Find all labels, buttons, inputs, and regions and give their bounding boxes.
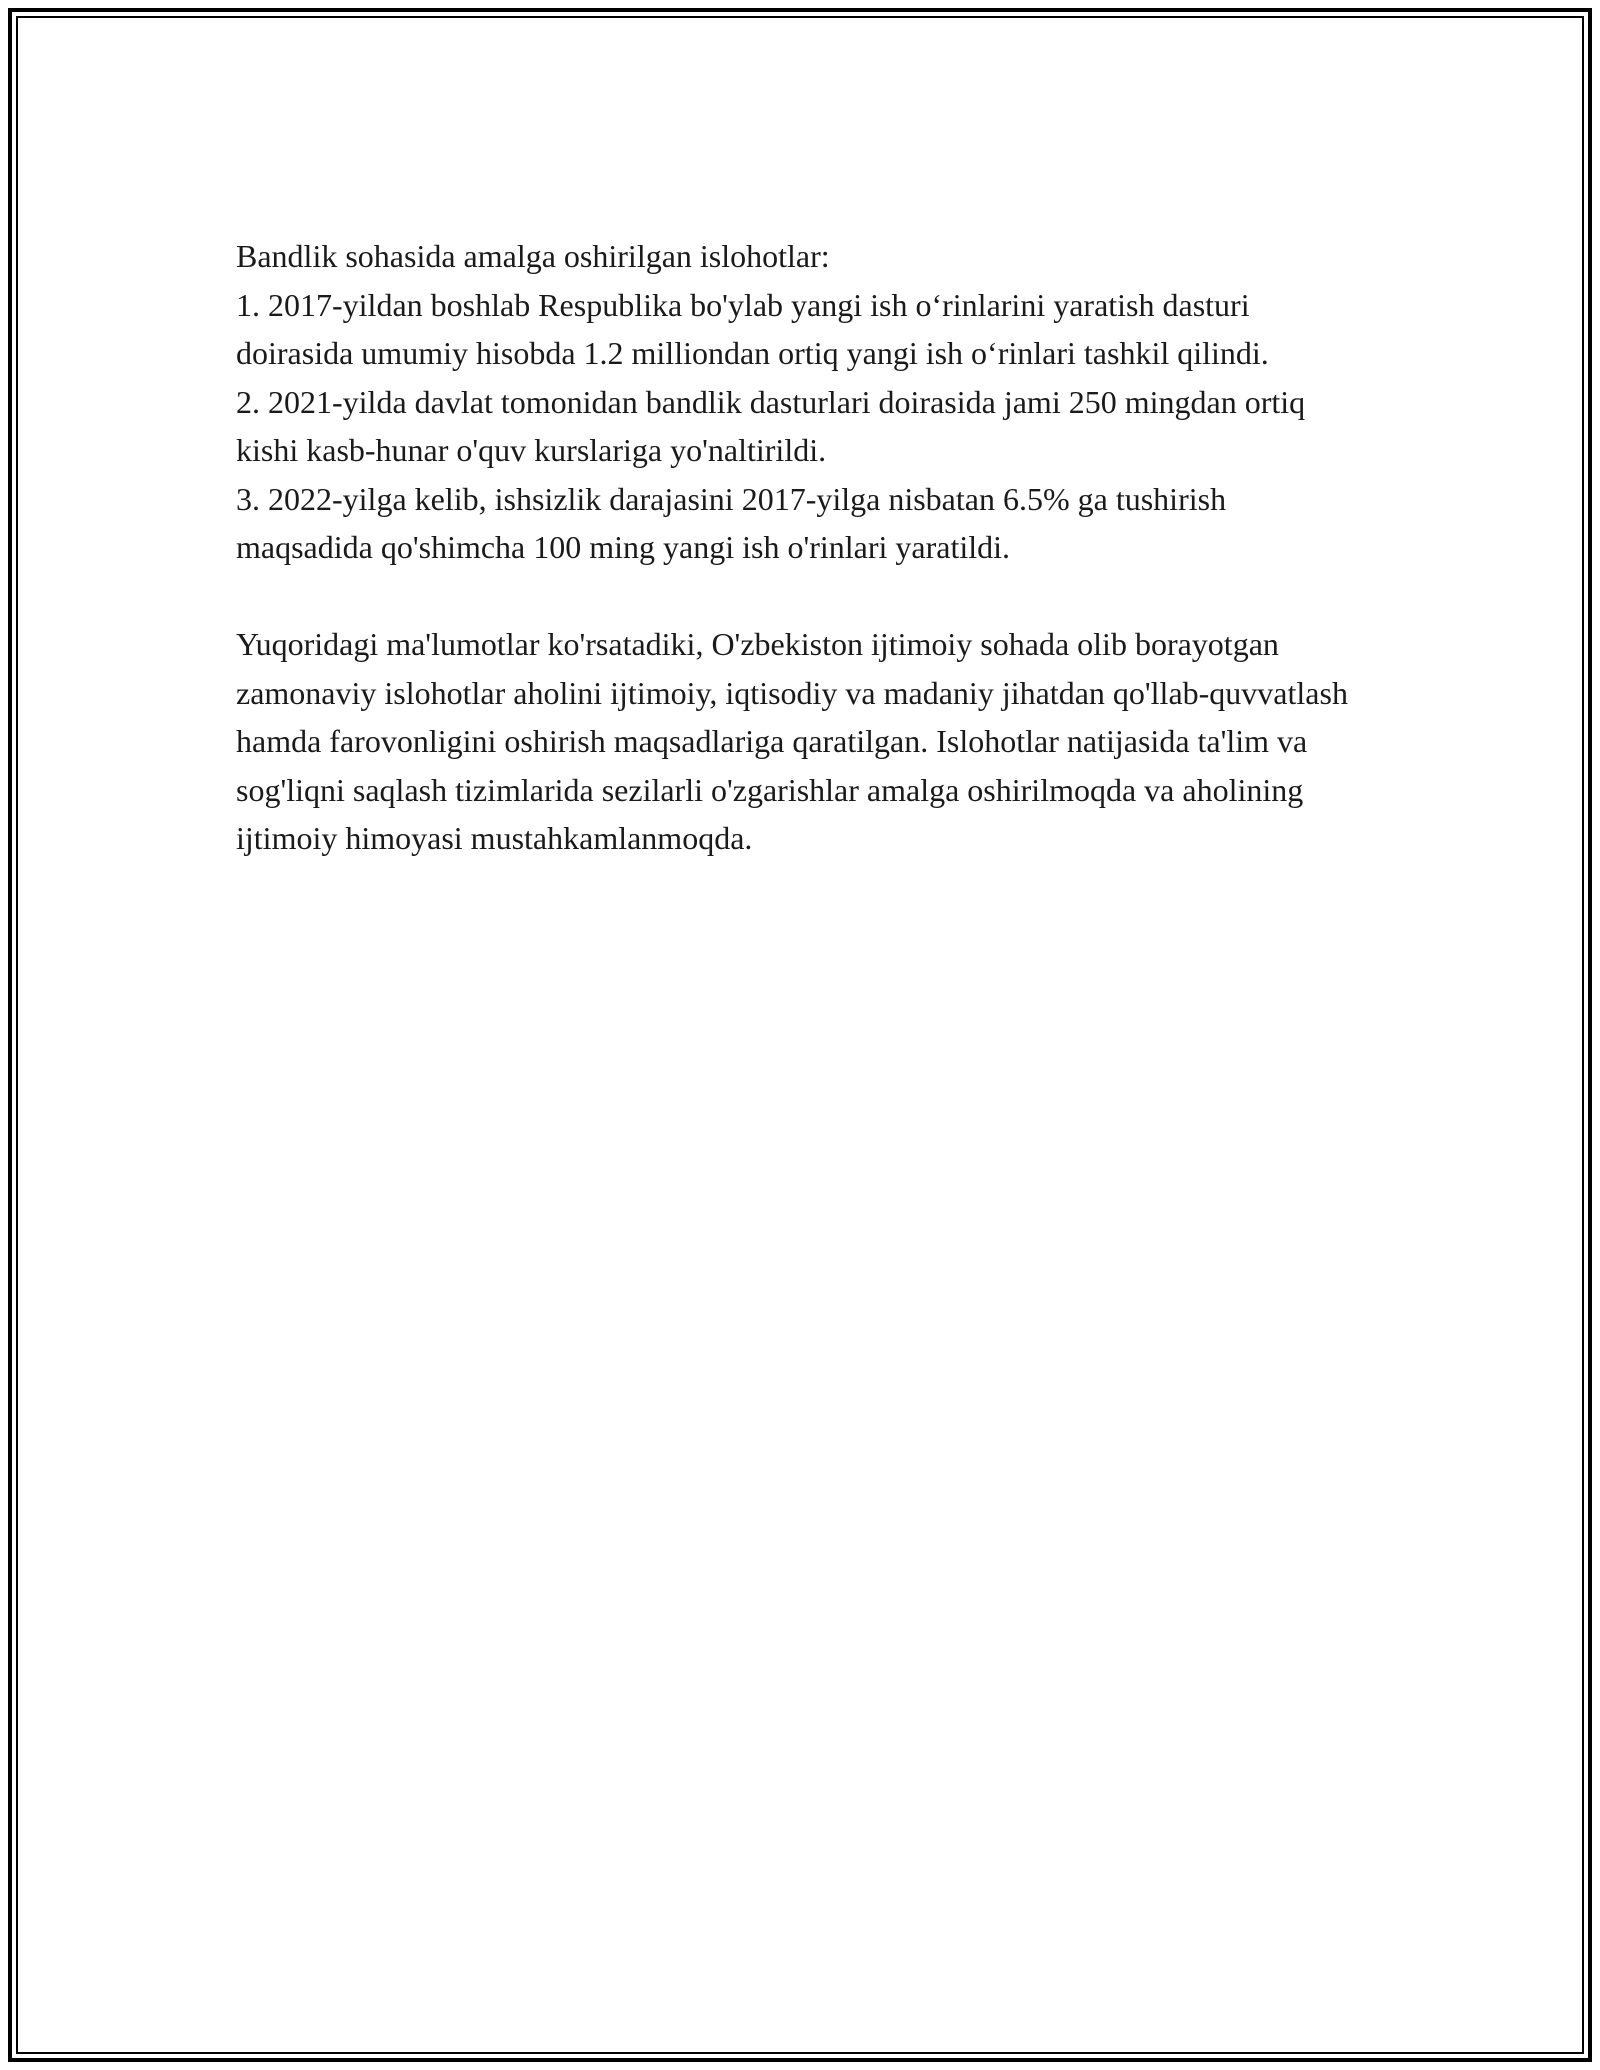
section-heading: Bandlik sohasida amalga oshirilgan islohotlar: [236, 238, 830, 274]
paragraph-spacer [236, 572, 1366, 621]
list-item: 3. 2022-yilga kelib, ishsizlik darajasini 2017-yilga nisbatan 6.5% ga tushirish maqsadida qo'shimcha 100 ming yangi ish o'rinlari yaratildi. [236, 480, 1227, 565]
document-body [236, 232, 1366, 863]
list-item: 2. 2021-yilda davlat tomonidan bandlik dasturlari doirasida jami 250 mingdan ortiq kishi kasb-hunar o'quv kurslariga yo'naltirildi. [236, 383, 1306, 468]
conclusion-paragraph: Yuqoridagi ma'lumotlar ko'rsatadiki, O'zbekiston ijtimoiy sohada olib borayotgan zamonaviy islohotlar aholini ijtimoiy, iqtisodiy va madaniy jihatdan qo'llab-quvvatlash hamda farovonligini oshirish maqsadlariga qaratilgan. Islohotlar natijasida ta'lim va sog'liqni saqlash tizimlarida sezilarli o'zgarishlar amalga oshirilmoqda va aholining ijtimoiy himoyasi mustahkamlanmoqda. [236, 626, 1348, 856]
list-item: 1. 2017-yildan boshlab Respublika bo'ylab yangi ish o‘rinlarini yaratish dasturi doirasida umumiy hisobda 1.2 milliondan ortiq yangi ish o‘rinlari tashkil qilindi. [236, 286, 1269, 371]
